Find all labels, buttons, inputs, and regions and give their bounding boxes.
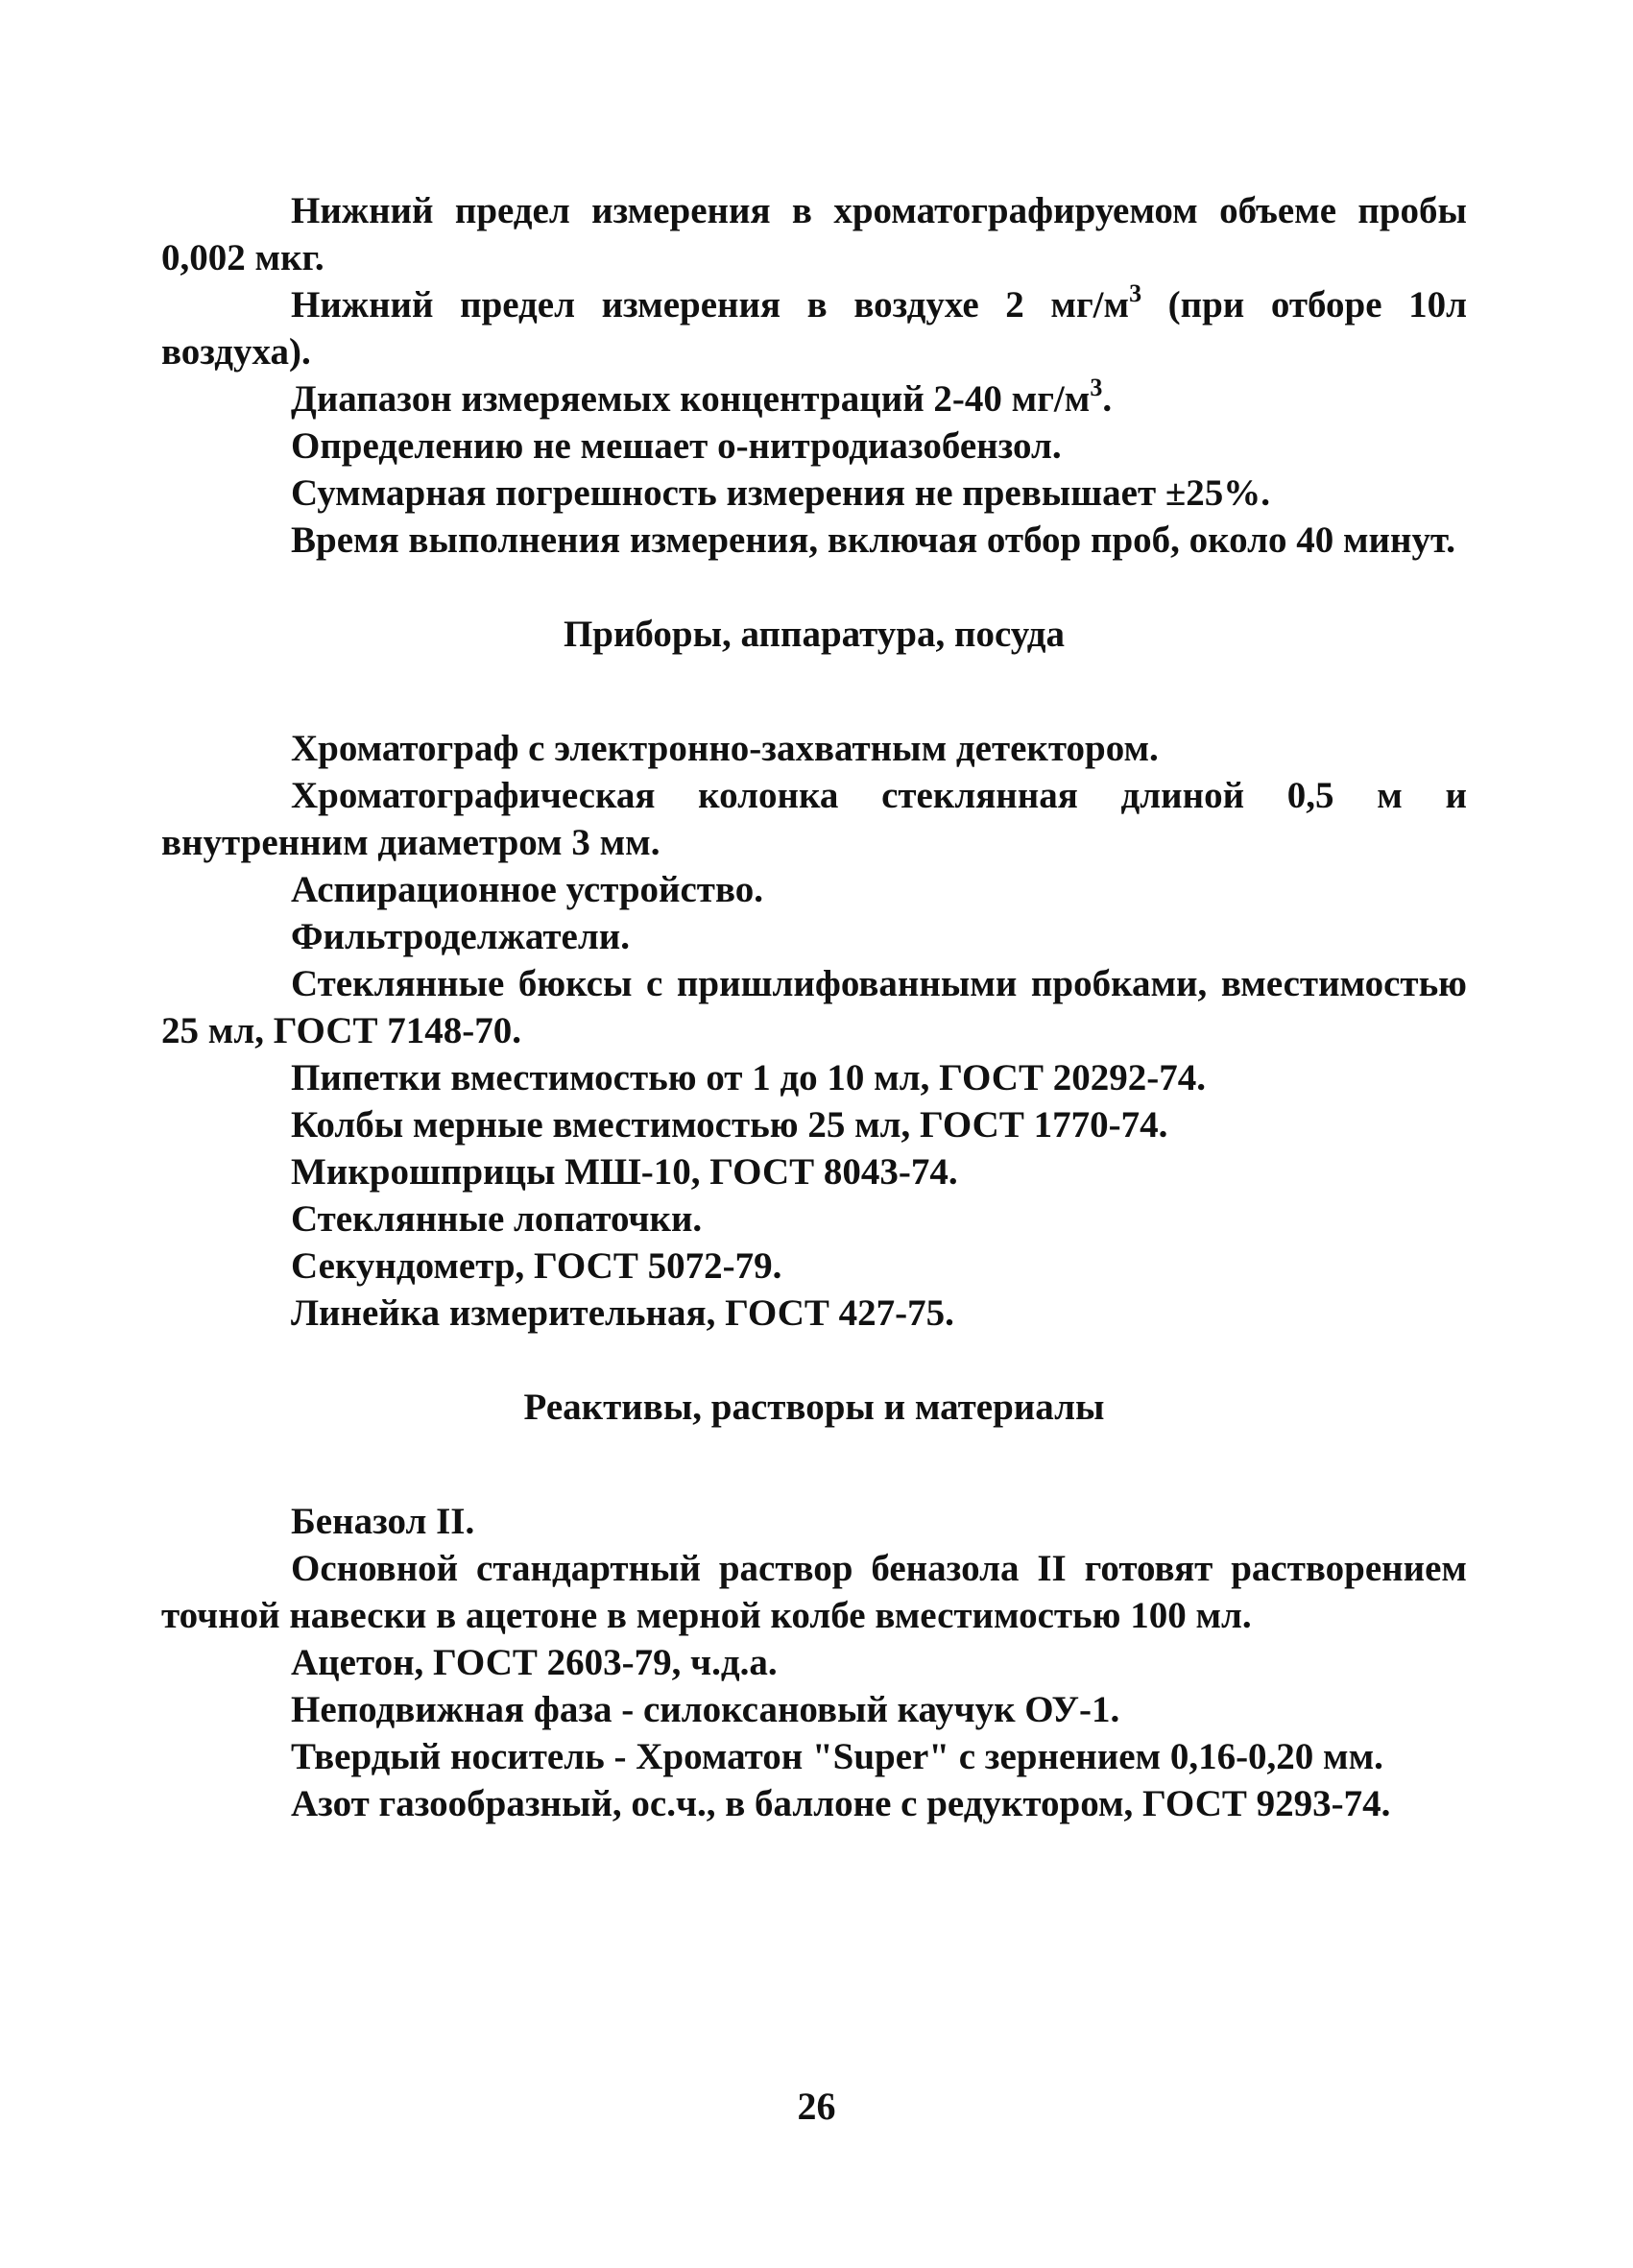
paragraph-error: Суммарная погрешность измерения не превышает ±25%. — [291, 472, 1271, 514]
paragraph-lower-limit-air — [161, 281, 1467, 375]
list-item: Стеклянные бюксы с пришлифованными пробками, вместимостью 25 мл, ГОСТ 7148-70. — [161, 963, 1467, 1051]
list-item: Хроматограф с электронно-захватным детектором. — [291, 728, 1159, 769]
list-item: Пипетки вместимостью от 1 до 10 мл, ГОСТ 20292-74. — [291, 1057, 1206, 1098]
list-item: Секундометр, ГОСТ 5072-79. — [291, 1245, 782, 1287]
list-item: Ацетон, ГОСТ 2603-79, ч.д.а. — [291, 1642, 778, 1683]
list-item: Хроматографическая колонка стеклянная длиной 0,5 м и внутренним диаметром 3 мм. — [161, 775, 1467, 863]
section-heading-equipment: Приборы, аппаратура, посуда — [563, 614, 1066, 655]
section-heading-reagents: Реактивы, растворы и материалы — [523, 1387, 1105, 1428]
superscript: 3 — [1129, 279, 1142, 307]
list-item: Беназол II. — [291, 1501, 475, 1542]
paragraph-interference: Определению не мешает о-нитродиазобензол. — [291, 425, 1062, 467]
list-item: Микрошприцы МШ-10, ГОСТ 8043-74. — [291, 1151, 958, 1193]
list-item: Основной стандартный раствор беназола II готовят растворением точной навески в ацетоне в мерной колбе вместимостью 100 мл. — [161, 1548, 1467, 1636]
text: (при отборе 10л воздуха). — [161, 284, 1467, 373]
list-item: Твердый носитель - Хроматон "Super" с зернением 0,16-0,20 мм. — [291, 1736, 1383, 1777]
list-item: Стеклянные лопаточки. — [291, 1198, 703, 1240]
paragraph-range — [161, 375, 1467, 422]
list-item: Неподвижная фаза - силоксановый каучук ОУ-1. — [291, 1689, 1120, 1730]
superscript: 3 — [1090, 374, 1103, 401]
text: . — [1102, 378, 1113, 420]
paragraph-lower-limit-sample: Нижний предел измерения в хроматографируемом объеме пробы 0,002 мкг. — [161, 190, 1467, 278]
list-item: Колбы мерные вместимостью 25 мл, ГОСТ 1770-74. — [291, 1104, 1168, 1146]
list-item: Фильтроделжатели. — [291, 916, 630, 957]
list-item: Азот газообразный, ос.ч., в баллоне с редуктором, ГОСТ 9293-74. — [291, 1783, 1391, 1824]
page-number: 26 — [797, 2085, 836, 2128]
document-page — [161, 187, 1467, 1827]
list-item: Аспирационное устройство. — [291, 869, 763, 910]
text: Нижний предел измерения в воздухе 2 мг/м — [291, 284, 1130, 326]
text: Диапазон измеряемых концентраций 2-40 мг/м — [291, 378, 1091, 420]
paragraph-time: Время выполнения измерения, включая отбор проб, около 40 минут. — [291, 519, 1455, 561]
list-item: Линейка измерительная, ГОСТ 427-75. — [291, 1292, 954, 1334]
